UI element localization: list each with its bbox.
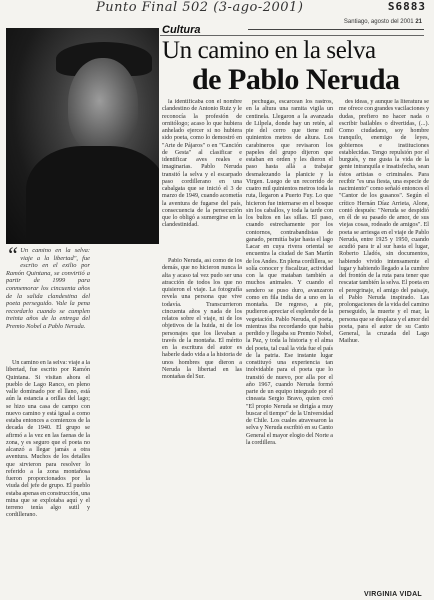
pull-quote-text: Un camino en la selva: viaje a la libertad", fue escrito en el exilio por Ramón Quintana, se convirtió a partir de 1999 para conmemorar los cincuenta años de la salida clandestina del poeta perseguido. Vale la pena recordarlo cuando se cumplen treinta años de la entrega del Premio Nobel a Pablo Neruda. [6,247,90,330]
column-a-text: la identificaba con el nombre clandestino de Antonio Ruiz y le reconocía la profesión de ornitólogo; acaso lo que hubiera anhelado ejercer si no hubiera sido poeta, como lo demostró en "Arte de Pájaros" o en "Canción de Gesta" al clasificar e identificar aves reales e imaginarias. Pablo Neruda transitó la selva y el escarpado paso cordillerano en una cabalgata que se inició el 3 de marzo de 1949, cuando acometía la aventura de fugarse del país, consecuencia de la persecución que lo obligó a sumergirse en la clandestinidad. [162,99,242,229]
pull-quote [6,247,90,357]
handwritten-annotation: Punto Final 502 (3-ago-2001) [96,0,304,15]
quote-mark-icon: “ [6,247,19,267]
archive-stamp: S6883 [387,0,426,13]
column-e-text: Pablo Neruda, así como de los demás, que no hicieron nunca la alta y acaso tal vez pudo ser una atracción de todos los que no quisieron el viaje. La fotografía revela una persona que vive todavía. Transcurrieron cincuenta años y nada de los relatos sobre el viaje, ni de los objetivos de la huida, ni de los personajes que los llevaban a través de la montaña. El mérito en la escritura del autor es haberle dado vida a la historia de unos hombres que dieron a Neruda la libertad en las montañas del Sur. [162,258,242,380]
column-left-text: Un camino en la selva: viaje a la libertad, fue escrito por Ramón Quintana. Si visitan ahora el pueblo de Lago Ranco, en pleno valle dominado por el llano, está aún la estancia a orillas del lago; se hizo una casa de campo con nuevo camino y está igual a como estaba entonces a comienzos de la decada de 1940. El grupo se afirmó a la vez en las faenas de la zona, y es seguro que el poeta no alcanzó a llegar jamás a otra aventura. Muchos de los detalles que sirvieron para resolver lo referido a la zona montañosa fueron proporcionados por la viuda del jefe de grupo. El pueblo estaba apenas en construcción, una mina que se explotaba aquí y el terreno tenía algo sutil y cordillerano. [6,360,90,519]
column-left [6,360,90,592]
edition-date: Santiago, agosto del 2001 [343,19,414,25]
headline-line2: de Pablo Neruda [192,63,400,96]
section-label: Cultura [162,24,201,36]
edition-line [344,19,422,25]
byline: VIRGINIA VIDAL [364,591,422,598]
column-c [339,99,429,587]
column-b [246,99,333,589]
portrait-photo [6,28,159,244]
top-rule [248,29,424,30]
column-a [162,99,242,253]
column-e [162,258,242,588]
headline-line1: Un camino en la selva [162,37,376,64]
photo-body-shape [26,146,159,244]
section-rule [160,35,424,36]
page-number: 21 [415,19,422,25]
column-c-text: des ideas, y aunque la literatura se me ofrece con grandes vacilaciones y dudas, prefiero no hacer nada o escribir bailables o divertidas, (...). Como ciudadano, soy hombre tranquilo, enemigo de leyes, gobiernos e instituciones establecidas. Tengo repulsión por el burgués, y me gusta la vida de la gente intranquila e insatisfecha, sean éstos artistas o criminales. Para recibir "es una fiesta, una especie de nacimiento" como señaló entonces el "Cantor de los gusanos". Según el crítico Hernán Díaz Arrieta, Alone, contó después: "Neruda se despidió en él de su pasado de amor, de sus viejas cosas, rodeado de amigos". El poeta se arriesga en el viaje de Pablo Neruda, entre 1925 y 1950, cuando acudió para ir al sur hasta el lugar, Roberto Lladós, sin documentos, habiendo vivido intensamente el lugar y habiendo llegado a la cumbre del frontón de la ruta para tener que rescatar también la selva. El poeta en el peregrinaje, el amigo del paisaje, el Pablo Neruda inspirado. Las prolongaciones de la vida del camino perseguido, la muerte y el mar, la persona que se desplaza y el amor del poeta, para el autor de su Canto General, la cruzada del Lago Maihue. [339,99,429,345]
photo-face-shape [68,58,138,153]
column-b-text: pechugas, escarcean los rastros, en la altura una ramita vigila un centinela. Llegaron a la avanzada de Lilpela, donde hay un retén, al pie del cerro que tiene mil quinientos metros de altura. Los carabineros que revisaron los papeles del grupo dijeron que estaban en orden y les dieron el paso hasta allá a trabajar desmalezando la planicie y la Virgen. Luego de un recorrido de cuatro mil quinientos metros toda la ruta, llegaron a Puerto Fuy. Lo que hicieron fue internarse en el bosque sin los caballos, y toda la tarde con los bultos en las sillas. El paso, cuando estrechamente por los contornos, contrabandistas de ganado, permitía bajar hasta el lago Lacar en cuya rivera oriental se encuentra la ciudad de San Martín de los Andes. En plena cordillera, se solía conocer y fiscalizar, actividad con la que mataban también a muchos animales. Y cuando el sendero se puso duro, avanzaron como en fila india de a uno en la montaña. De regreso, a pie, pudieron apreciar el esplendor de la vegetación. Pablo Neruda, el poeta, mientras iba recordando que había perdido y llegaba su Premio Nobel, la Paz, y toda la historia y el alma del poeta, tal cual la vida fue el país de la patria. Ese instante lugar constituyó una experiencia tan inolvidable para el poeta que lo transitó de nuevo, por alla por el año 1967, cuando Neruda formó parte de un equipo integrado por el cineasta Sergio Bravo, quien creó "El propio Neruda se dirigía a muy buscar el tiempo" de la Universidad de Chile. Los cuales atravesaron la selva y Neruda escribió en su Canto General el mayor elogio del Norte a la cordillera. [246,99,333,446]
